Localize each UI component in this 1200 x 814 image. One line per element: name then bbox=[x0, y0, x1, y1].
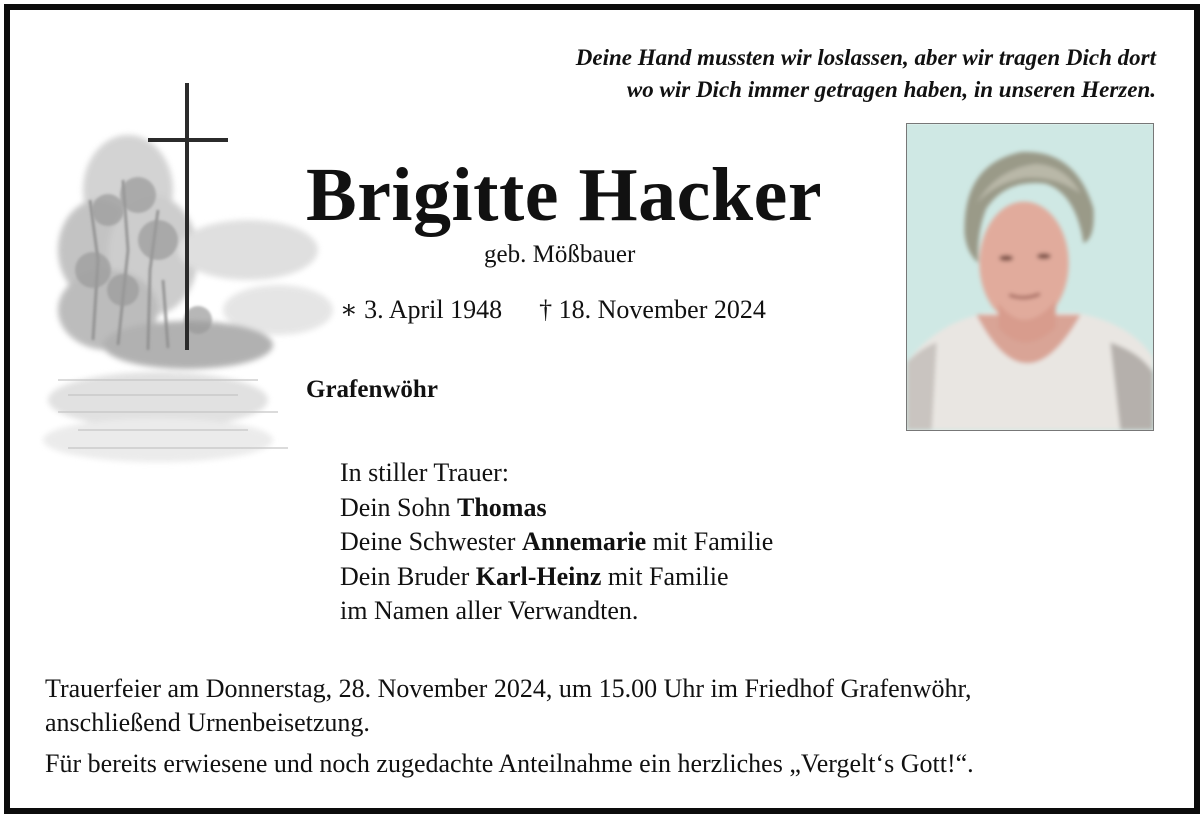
mourner-relation: Dein Bruder bbox=[340, 561, 476, 591]
service-information bbox=[45, 672, 974, 781]
mourner-suffix: mit Familie bbox=[646, 527, 774, 556]
mourners-closing: im Namen aller Verwandten. bbox=[340, 596, 639, 625]
maiden-name: geb. Mößbauer bbox=[484, 241, 636, 268]
hometown: Grafenwöhr bbox=[306, 376, 438, 403]
quote-line-1: Deine Hand mussten wir loslassen, aber wir tragen Dich dort bbox=[575, 45, 1156, 70]
mourner-line-brother bbox=[340, 560, 773, 595]
birth-date: 3. April 1948 bbox=[364, 295, 503, 324]
mourner-line-sister bbox=[340, 525, 773, 560]
death-cross-icon: † bbox=[539, 295, 553, 324]
cross-horizontal bbox=[148, 138, 228, 142]
thanks-line: Für bereits erwiesene und noch zugedachte Anteilnahme ein herzliches „Vergelt‘s Gott!“. bbox=[45, 749, 974, 778]
mourners-intro: In stiller Trauer: bbox=[340, 458, 509, 487]
cross-vertical bbox=[185, 83, 189, 350]
mourner-relation: Dein Sohn bbox=[340, 492, 457, 522]
mourners-block bbox=[340, 456, 773, 629]
memorial-quote bbox=[576, 42, 1156, 106]
birth-star-icon: ∗ bbox=[340, 295, 358, 324]
service-line-2: anschließend Urnenbeisetzung. bbox=[45, 708, 370, 737]
mourner-name: Annemarie bbox=[521, 527, 647, 556]
mourner-relation: Deine Schwester bbox=[340, 527, 522, 556]
mourner-line-son bbox=[340, 491, 773, 526]
mourner-suffix: mit Familie bbox=[601, 561, 729, 591]
portrait-photo bbox=[906, 123, 1154, 431]
service-line-1: Trauerfeier am Donnerstag, 28. November 2024, um 15.00 Uhr im Friedhof Grafenwöhr, bbox=[45, 674, 972, 703]
death-date: 18. November 2024 bbox=[558, 295, 766, 324]
deceased-name: Brigitte Hacker bbox=[306, 153, 823, 237]
mourner-name: Thomas bbox=[457, 492, 547, 522]
cross-landscape-illustration bbox=[38, 80, 338, 480]
quote-line-2: wo wir Dich immer getragen haben, in unseren Herzen. bbox=[626, 77, 1156, 102]
mourner-name: Karl-Heinz bbox=[475, 561, 602, 591]
life-dates bbox=[340, 295, 766, 325]
